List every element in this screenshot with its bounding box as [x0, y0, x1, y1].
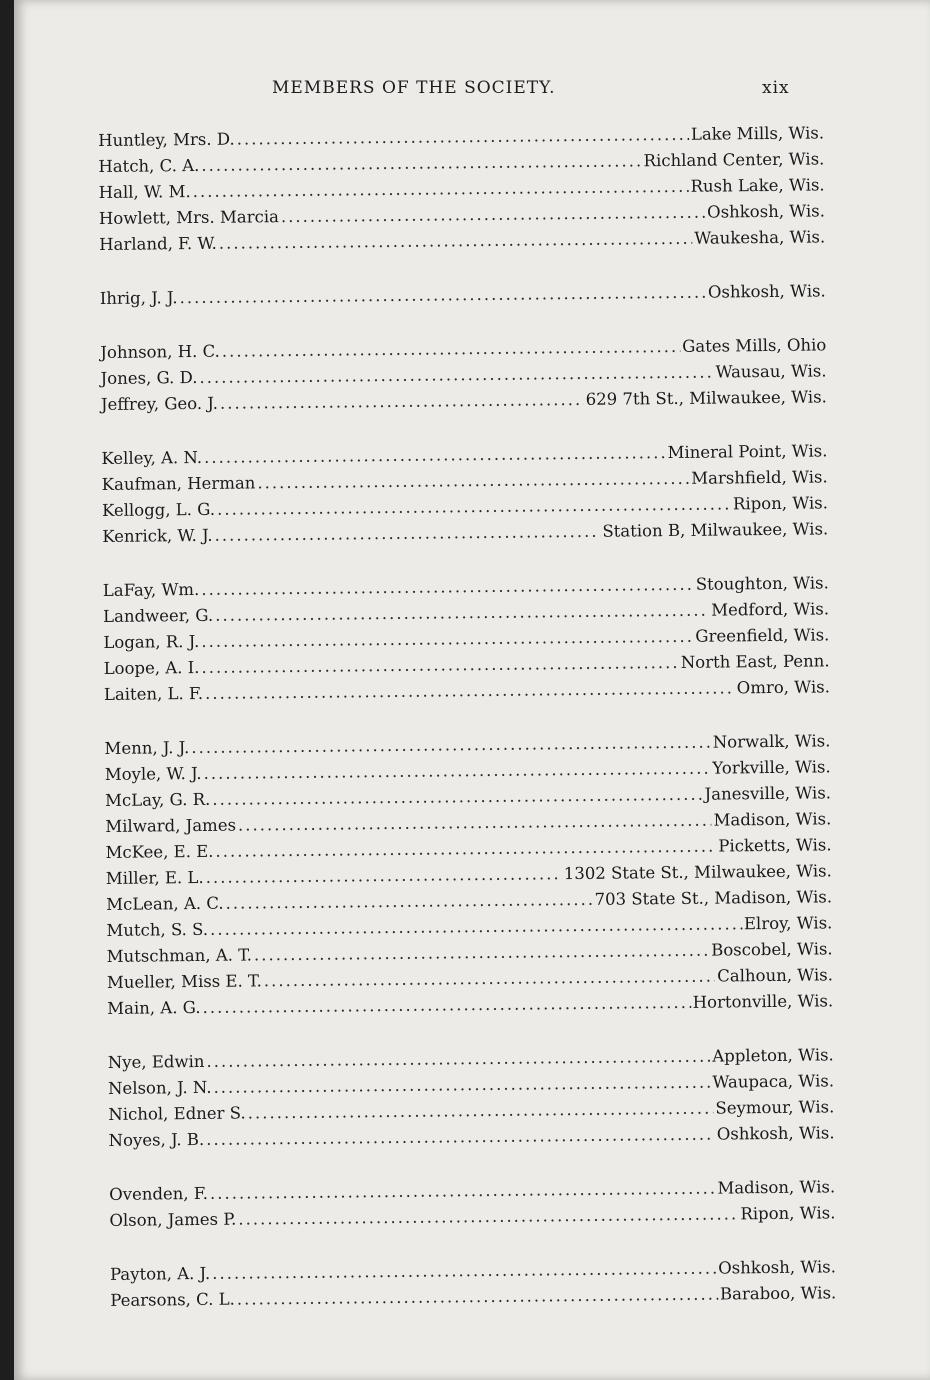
member-name: Mutschman, A. T.	[106, 945, 253, 966]
dot-leader	[205, 675, 735, 707]
member-name: Payton, A. J.	[109, 1263, 211, 1284]
dot-leader	[225, 887, 592, 917]
dot-leader	[202, 990, 690, 1021]
member-name: McKee, E. E.	[105, 841, 214, 862]
member-location: 629 7th St., Milwaukee, Wis.	[585, 387, 827, 409]
member-entry	[100, 278, 826, 312]
dot-leader	[237, 1282, 718, 1313]
member-name: Howlett, Mrs. Marcia	[98, 207, 279, 228]
member-group	[101, 438, 828, 550]
running-header	[14, 78, 930, 104]
member-location: Station B, Milwaukee, Wis.	[602, 519, 829, 541]
member-name: Kaufman, Herman	[101, 473, 256, 494]
member-name: Milward, James	[105, 815, 237, 836]
dot-leader	[179, 280, 706, 312]
member-name: Kenrick, W. J.	[102, 525, 213, 546]
member-name: Ihrig, J. J.	[99, 288, 178, 308]
member-location: Richland Center, Wis.	[643, 149, 825, 171]
member-name: Main, A. G.	[107, 997, 201, 1018]
member-name: Landweer, G.	[103, 605, 214, 626]
member-location: Madison, Wis.	[713, 809, 832, 830]
member-name: Ovenden, F.	[109, 1183, 209, 1204]
member-location: Seymour, Wis.	[715, 1097, 835, 1118]
member-location: Oshkosh, Wis.	[707, 201, 826, 222]
member-name: Johnson, H. C.	[100, 341, 220, 362]
member-group	[109, 1174, 836, 1234]
member-name: Loope, A. I.	[103, 657, 200, 678]
member-name: Harland, F. W.	[99, 233, 217, 254]
member-name: Miller, E. L.	[105, 867, 204, 888]
member-name: Nye, Edwin	[107, 1051, 205, 1072]
member-name: Mutch, S. S.	[106, 919, 209, 940]
member-group	[98, 120, 825, 258]
member-location: 703 State St., Madison, Wis.	[594, 887, 833, 909]
member-location: Greenfield, Wis.	[695, 625, 830, 646]
member-name: Olson, James P.	[109, 1209, 237, 1230]
member-location: Rush Lake, Wis.	[690, 175, 825, 196]
member-name: Jeffrey, Geo. J.	[100, 393, 219, 414]
member-name: Kelley, A. N.	[101, 447, 203, 468]
member-location: Gates Mills, Ohio	[682, 335, 827, 356]
member-location: Baraboo, Wis.	[719, 1283, 837, 1304]
dot-leader	[206, 861, 562, 891]
member-location: Norwalk, Wis.	[712, 731, 831, 752]
member-location: Oshkosh, Wis.	[718, 1257, 837, 1278]
member-name: McLean, A. C.	[106, 893, 224, 914]
member-location: Medford, Wis.	[711, 599, 830, 620]
member-location: Hortonville, Wis.	[692, 991, 834, 1012]
member-location: Boscobel, Wis.	[711, 939, 833, 960]
member-group	[100, 332, 827, 418]
member-location: Marshfield, Wis.	[691, 467, 828, 488]
member-location: Stoughton, Wis.	[695, 573, 829, 594]
page-title: MEMBERS OF THE SOCIETY.	[272, 78, 556, 98]
member-location: Calhoun, Wis.	[717, 965, 834, 986]
member-name: Huntley, Mrs. D.	[98, 129, 235, 150]
member-location: 1302 State St., Milwaukee, Wis.	[563, 861, 832, 884]
member-location: Picketts, Wis.	[718, 835, 832, 856]
member-name: Noyes, J. B.	[108, 1129, 205, 1150]
member-location: Lake Mills, Wis.	[690, 123, 825, 144]
book-page	[14, 0, 930, 1380]
dot-leader	[214, 519, 600, 549]
member-location: Oshkosh, Wis.	[707, 281, 826, 302]
member-name: Logan, R. J.	[103, 631, 200, 652]
member-name: McLay, G. R.	[104, 789, 211, 810]
member-name: Hall, W. M.	[98, 182, 191, 202]
member-location: Waukesha, Wis.	[694, 227, 826, 248]
member-location: Elroy, Wis.	[743, 913, 833, 934]
member-name: Nelson, J. N.	[107, 1077, 212, 1098]
member-group	[110, 1254, 837, 1314]
member-location: Waupaca, Wis.	[712, 1071, 835, 1092]
member-location: Janesville, Wis.	[704, 783, 832, 804]
member-location: Mineral Point, Wis.	[667, 441, 828, 463]
member-location: Ripon, Wis.	[732, 493, 829, 514]
member-name: Jones, G. D.	[100, 367, 198, 388]
dot-leader	[220, 387, 584, 417]
member-name: Pearsons, C. L.	[110, 1289, 235, 1310]
member-location: Madison, Wis.	[717, 1177, 836, 1198]
member-location: Ripon, Wis.	[740, 1203, 836, 1224]
member-group	[104, 728, 833, 1022]
member-list	[98, 120, 837, 1342]
member-name: Menn, J. J.	[104, 738, 190, 758]
member-group	[108, 1042, 835, 1154]
member-name: Laiten, L. F.	[103, 683, 204, 704]
dot-leader	[206, 1122, 715, 1153]
member-name: Mueller, Miss E. T.	[106, 971, 262, 992]
member-name: LaFay, Wm.	[102, 579, 200, 600]
member-name: Moyle, W. J.	[104, 763, 202, 784]
member-location: Yorkville, Wis.	[712, 757, 831, 778]
member-name: Hatch, C. A.	[98, 155, 200, 176]
member-name: Nichol, Edner S.	[108, 1103, 246, 1124]
dot-leader	[219, 226, 693, 257]
member-location: North East, Penn.	[680, 651, 830, 672]
member-location: Oshkosh, Wis.	[716, 1123, 835, 1144]
member-location: Wausau, Wis.	[715, 361, 827, 382]
member-location: Omro, Wis.	[736, 677, 830, 698]
member-group	[103, 570, 830, 708]
member-location: Appleton, Wis.	[712, 1045, 834, 1066]
page-number: xix	[762, 78, 790, 98]
member-group	[100, 278, 826, 312]
member-name: Kellogg, L. G.	[101, 499, 216, 520]
dot-leader	[238, 1201, 738, 1232]
